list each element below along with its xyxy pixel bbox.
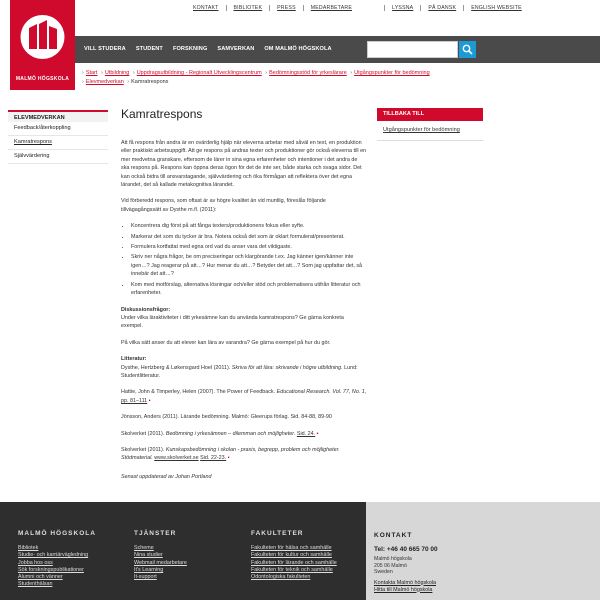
sidebar-heading[interactable]: ELEVMEDVERKAN — [8, 110, 108, 122]
sidebar-item-kamratrespons[interactable]: Kamratrespons — [8, 136, 108, 150]
method-list — [131, 222, 367, 297]
method-paragraph: Vid förberedd respons, som oftast är av högre kvalitet än vid muntlig, föreslås följande tillvägagångssätt av Dysthe m.fl. (2011): — [121, 198, 326, 213]
footer-col-malmo-hogskola — [18, 530, 96, 589]
contact-link[interactable]: Kontakta Malmö högskola — [374, 579, 437, 586]
find-us-link[interactable]: Hitta till Malmö högskola — [374, 586, 433, 593]
breadcrumb-link[interactable]: Utbildning — [104, 70, 130, 76]
malmo-hogskola-logo[interactable] — [10, 0, 75, 90]
breadcrumb-link[interactable]: Bedömningsstöd för yrkeslärare — [269, 70, 347, 76]
utility-link-bibliotek[interactable]: BIBLIOTEK — [233, 5, 263, 11]
breadcrumb: › Start › Utbildning › Uppdragsutbildning - Regionalt Utvecklingscentrum › Bedömningsstöd för yrkeslärare › Utgångspunkter för bedömning › Elevmedverkan › Kamratrespons — [82, 70, 430, 85]
footer-link[interactable]: Webmail medarbetare — [134, 559, 187, 566]
list-item: • Formulera kortfattat med egna ord vad du anser vara det viktigaste. — [131, 243, 367, 251]
footer-link[interactable]: Studie- och karriärvägledning — [18, 552, 89, 559]
utility-link-english[interactable]: ENGLISH WEBSITE — [471, 5, 522, 11]
discussion-question-2: På vilka sätt anser du att elever kan lära av varandra? Ge gärna exempel på hur du gör. — [121, 339, 331, 346]
footer-heading: MALMÖ HÖGSKOLA — [18, 530, 96, 537]
breadcrumb-link[interactable]: Start — [85, 70, 98, 76]
footer-heading: FAKULTETER — [251, 530, 304, 537]
page-title: Kamratrespons — [121, 107, 203, 121]
reference-1: Dysthe, Hertzberg & Løkensgard Hoel (2011). Skriva för att lära: skrivande i högre utbildning. Lund: Studentlitteratur. — [121, 364, 358, 379]
footer-link[interactable]: Jobba hos oss — [18, 559, 53, 566]
list-item: • Markerar det som du tycker är bra. Notera också det som är oklart formulerat/presenterat. — [131, 233, 367, 241]
divider — [420, 5, 421, 11]
breadcrumb-link[interactable]: Elevmedverkan — [85, 79, 124, 85]
footer-link[interactable]: Fakulteten för hälsa och samhälle — [251, 545, 332, 551]
footer-link[interactable]: Fakulteten för teknik och samhälle — [251, 566, 333, 573]
nav-item-om-malmo-hogskola[interactable]: OM MALMÖ HÖGSKOLA — [264, 46, 332, 52]
breadcrumb-link[interactable]: Uppdragsutbildning - Regionalt Utvecklingscentrum — [136, 70, 262, 76]
reference-4: Skolverket (2011). Bedömning i yrkesämnen – dilemman och möjligheter. Sid. 24. ▪ — [121, 430, 319, 437]
footer-link[interactable]: Sök forskningspublikationer — [18, 566, 84, 573]
nav-item-forskning[interactable]: FORSKNING — [172, 46, 208, 52]
reference-3: Jönsson, Anders (2011). Lärande bedömning. Malmö: Gleerups förlag. Sid. 84-88, 89-90 — [121, 414, 332, 421]
search-button[interactable] — [459, 41, 476, 58]
footer-link[interactable]: Alumni och vänner — [18, 574, 63, 581]
back-to-link[interactable]: Utgångspunkter för bedömning — [377, 121, 483, 141]
nav-item-samverkan[interactable]: SAMVERKAN — [217, 46, 255, 52]
back-to-heading: TILLBAKA TILL — [377, 108, 483, 121]
footer-link[interactable]: It's Learning — [134, 566, 164, 573]
discussion-heading: Diskussionsfrågor: — [121, 306, 171, 313]
main-nav — [75, 36, 600, 63]
divider — [384, 5, 385, 11]
utility-link-medarbetare[interactable]: MEDARBETARE — [310, 5, 353, 11]
logo-text: MALMÖ HÖGSKOLA — [15, 76, 70, 82]
main-content — [121, 107, 367, 489]
footer-col-fakulteter — [251, 530, 337, 581]
reference-5: Skolverket (2011). Kunskapsbedömning i skolan - praxis, begrepp, problem och möjligheter. Stödmaterial. www.skolverket.se Sid. 22-23. ▪ — [121, 446, 340, 462]
discussion-question-1: Under vilka läraktiviteter i ditt yrkesämne kan du använda kamratrespons? Ge gärna konkreta exempel. — [121, 314, 344, 330]
reference-link[interactable]: Sid. 22-23. — [200, 455, 227, 462]
utility-link-lyssna[interactable]: LYSSNA — [392, 5, 414, 11]
footer-contact — [366, 502, 600, 600]
footer-heading: KONTAKT — [374, 532, 413, 539]
breadcrumb-link[interactable]: Utgångspunkter för bedömning — [354, 70, 430, 76]
nav-item-vill-studera[interactable]: VILL STUDERA — [84, 46, 126, 52]
search-icon — [462, 44, 473, 55]
footer-link[interactable]: Fakulteten för lärande och samhälle — [251, 559, 337, 566]
divider — [269, 5, 270, 11]
footer-link[interactable]: Scheme — [134, 545, 154, 551]
reference-2: Hattie, John & Timperley, Helen (2007). The Power of Feedback. Educational Research. Vol. 77, No. 1, pp. 81–111 ▪ — [121, 389, 367, 404]
footer-link[interactable]: Bibliotek — [18, 545, 39, 551]
footer-link[interactable]: It-support — [134, 574, 157, 581]
sidebar-item-feedback[interactable]: Feedback/återkoppling — [8, 122, 108, 136]
footer-link[interactable]: Odontologiska fakulteten — [251, 574, 311, 581]
breadcrumb-current: Kamratrespons — [131, 79, 169, 85]
list-item: • Kom med motförslag, alternativa lösningar och/eller stöd och problematisera utifrån litteratur och erfarenheter. — [131, 281, 367, 298]
nav-item-student[interactable]: STUDENT — [135, 46, 163, 52]
contact-address: Malmö högskola 205 06 Malmö Sweden — [374, 556, 412, 575]
sidebar-item-sjalvvardering[interactable]: Självvärdering — [8, 150, 108, 164]
divider — [463, 5, 464, 11]
reference-link[interactable]: www.skolverket.se — [154, 455, 199, 462]
updated-by: Senast uppdaterad av Johan Portland — [121, 473, 212, 480]
reference-link[interactable]: pp. 81–111 — [121, 397, 148, 404]
divider — [303, 5, 304, 11]
utility-bar — [0, 0, 600, 36]
literature-heading: Litteratur: — [121, 356, 147, 363]
sidebar-nav — [8, 110, 108, 164]
footer-col-tjanster — [134, 530, 187, 581]
footer — [0, 502, 600, 600]
pdf-icon: ▪ — [316, 430, 319, 437]
list-item: • Koncentrera dig först på att fånga texters/produktionens fokus eller syfte. — [131, 222, 367, 230]
intro-paragraph: Att få respons från andra är en ovärderlig hjälp när eleverna arbetar med såväl en text, en produktion eller praktiskt arbetsuppgift. Att ge respons på andras texter och produktioner gör också eleverna till en mer medvetna granskare, eftersom de lärer in sina egna erfarenheter och intentioner i det andra de ska respons på. Respons kan öppna deras ögon för det de inte ser, både starka och svaga sidor. Det kan också bidra till ansvarstagande, självvärdering och öka förmågan att reflektera över det egna lärandet, det så kallade metakognitiva lärandet. — [121, 140, 367, 189]
logo-mark-icon — [20, 14, 65, 60]
search-input[interactable] — [367, 41, 458, 58]
contact-phone: Tel: +46 40 665 70 00 — [374, 546, 438, 553]
reference-link[interactable]: Sid. 24. — [296, 430, 316, 437]
footer-heading: TJÄNSTER — [134, 530, 177, 537]
footer-link[interactable]: Fakulteten för kultur och samhälle — [251, 552, 332, 559]
footer-link[interactable]: Studenthälsan — [18, 581, 53, 588]
pdf-icon: ▪ — [148, 397, 151, 404]
pdf-icon: ▪ — [227, 455, 230, 462]
utility-links — [193, 5, 522, 11]
list-item: • Skriv ner några frågor, be om preciseringar och klargörande t.ex. Jag känner igen/känner inte igen…? Jag reagerar på att…? Hur menar du att…? Betyder det att…? Som jag uppfattar det, så innebär det att…? — [131, 253, 367, 278]
divider — [226, 5, 227, 11]
utility-link-press[interactable]: PRESS — [277, 5, 296, 11]
back-to-box — [377, 108, 483, 141]
utility-link-kontakt[interactable]: KONTAKT — [193, 5, 219, 11]
footer-link[interactable]: Nina studier — [134, 552, 163, 559]
utility-link-pa-dansk[interactable]: PÅ DANSK — [428, 5, 457, 11]
